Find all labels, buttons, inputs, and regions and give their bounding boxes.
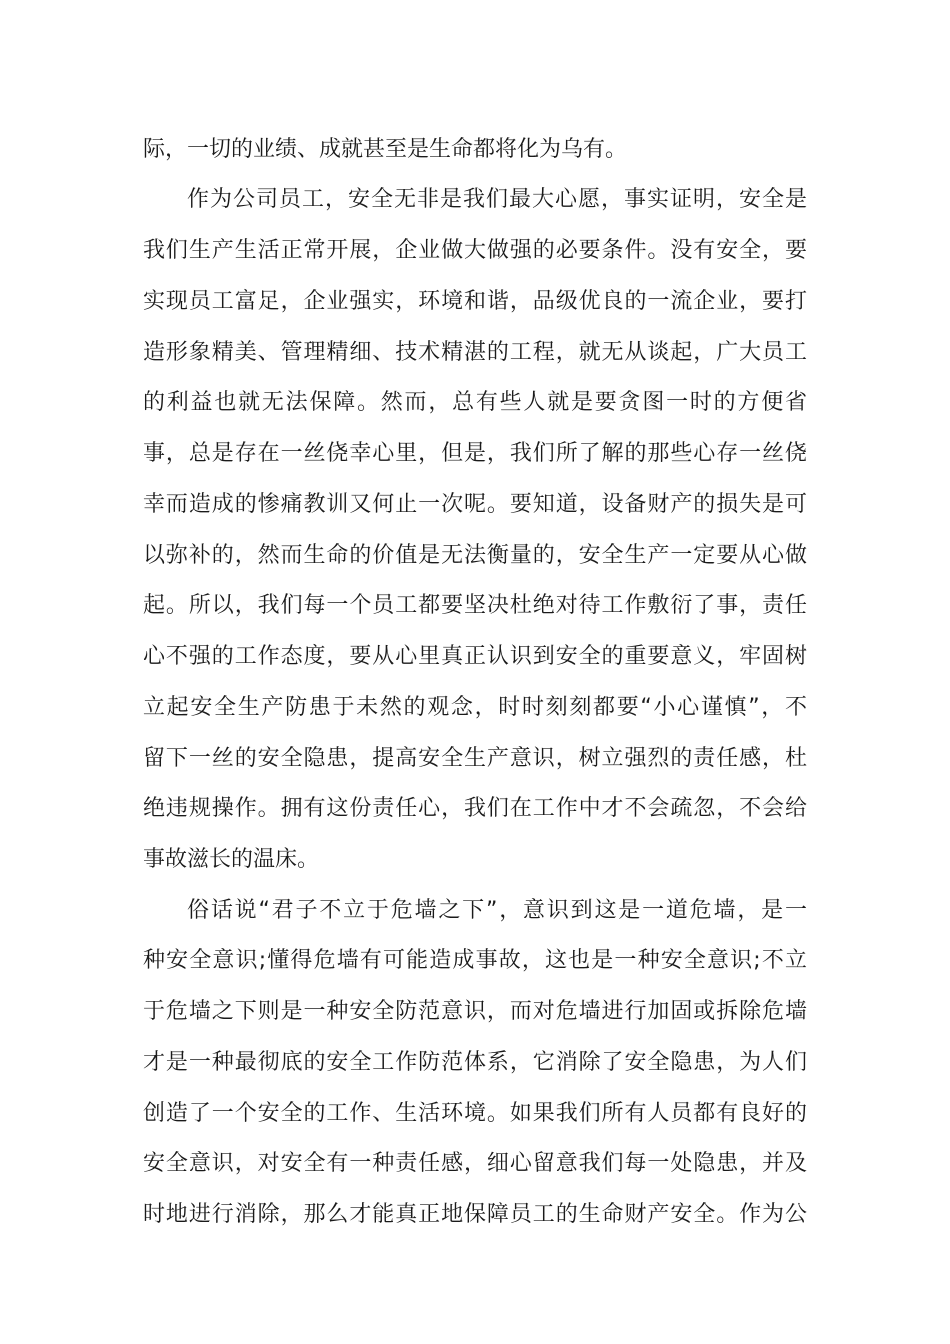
text-line: 事，总是存在一丝侥幸心里，但是，我们所了解的那些心存一丝侥 xyxy=(143,441,807,466)
text-line: 际，一切的业绩、成就甚至是生命都将化为乌有。 xyxy=(143,137,628,162)
text-line: 心不强的工作态度，要从心里真正认识到安全的重要意义，牢固树 xyxy=(143,644,807,669)
text-line: 起。所以，我们每一个员工都要坚决杜绝对待工作敷衍了事，责任 xyxy=(143,593,807,618)
text-line: 安全意识，对安全有一种责任感，细心留意我们每一处隐患，并及 xyxy=(143,1151,807,1176)
text-line: 留下一丝的安全隐患，提高安全生产意识，树立强烈的责任感，杜 xyxy=(143,746,807,771)
text-line: 时地进行消除，那么才能真正地保障员工的生命财产安全。作为公 xyxy=(143,1202,807,1227)
text-line: 我们生产生活正常开展，企业做大做强的必要条件。没有安全，要 xyxy=(143,238,807,263)
text-line: 造形象精美、管理精细、技术精湛的工程，就无从谈起，广大员工 xyxy=(143,340,807,365)
text-line: 实现员工富足，企业强实，环境和谐，品级优良的一流企业，要打 xyxy=(143,289,807,314)
text-line: 以弥补的，然而生命的价值是无法衡量的，安全生产一定要从心做 xyxy=(143,543,807,568)
text-line: 事故滋长的温床。 xyxy=(143,847,320,872)
text-line: 创造了一个安全的工作、生活环境。如果我们所有人员都有良好的 xyxy=(143,1101,807,1126)
text-line: 绝违规操作。拥有这份责任心，我们在工作中才不会疏忽，不会给 xyxy=(143,796,807,821)
text-line: 种安全意识;懂得危墙有可能造成事故，这也是一种安全意识;不立 xyxy=(143,948,807,973)
paragraph-first-line: 俗话说“君子不立于危墙之下”，意识到这是一道危墙，是一 xyxy=(187,898,807,923)
paragraph-first-line: 作为公司员工，安全无非是我们最大心愿，事实证明，安全是 xyxy=(187,187,807,212)
text-line: 幸而造成的惨痛教训又何止一次呢。要知道，设备财产的损失是可 xyxy=(143,492,807,517)
text-line: 才是一种最彻底的安全工作防范体系，它消除了安全隐患，为人们 xyxy=(143,1050,807,1075)
text-line: 于危墙之下则是一种安全防范意识，而对危墙进行加固或拆除危墙 xyxy=(143,999,807,1024)
text-line: 的利益也就无法保障。然而，总有些人就是要贪图一时的方便省 xyxy=(143,390,807,415)
text-line: 立起安全生产防患于未然的观念，时时刻刻都要“小心谨慎”，不 xyxy=(143,695,807,720)
